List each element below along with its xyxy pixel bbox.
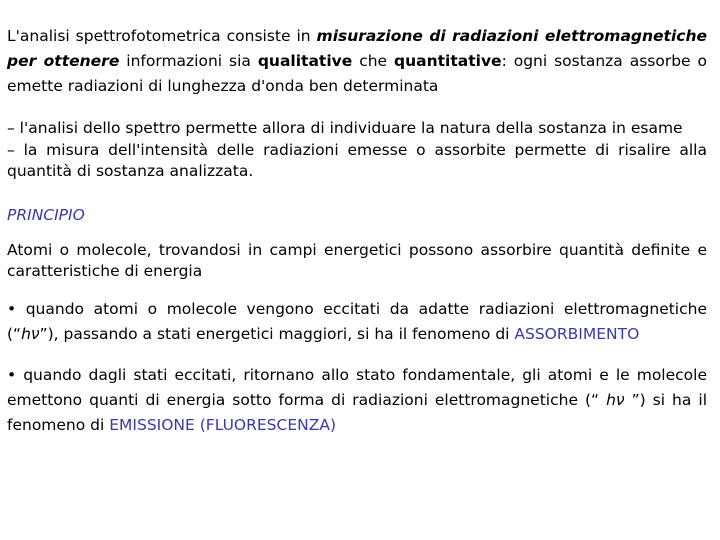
point-nature: – l'analisi dello spettro permette allora di individuare la natura della sostanza in esame: [7, 119, 683, 137]
intro-text-5: che: [352, 52, 395, 70]
intro-emphasis-measurement: misurazione di radiazioni elettromagnetiche per ottenere: [7, 27, 708, 70]
intro-text-3: informazioni sia: [119, 52, 258, 70]
emission-paragraph: [7, 363, 707, 438]
absorption-paragraph: [7, 297, 707, 347]
intro-emphasis-qualitative: qualitative: [257, 52, 353, 70]
intro-emphasis-quantitative: quantitative: [394, 52, 502, 70]
emission-term: EMISSIONE (FLUORESCENZA): [109, 415, 337, 434]
document-body: [7, 24, 707, 438]
absorption-text-3: ”), passando a stati energetici maggiori, si ha il fenomeno di: [39, 324, 515, 343]
intro-text-1: L'analisi spettrofotometrica consiste in: [7, 27, 317, 45]
emission-text-1: • quando dagli stati eccitati, ritornano allo stato fondamentale, gli atomi e le molecole emettono quanti di energia sotto forma di radiazioni elettromagnetiche (“: [7, 365, 707, 409]
absorption-text-1: • quando atomi o molecole vengono eccitati da adatte radiazioni elettromagnetiche (“: [7, 299, 707, 343]
emission-hv-symbol: hν: [606, 390, 625, 409]
emission-text-3: ”) si ha il fenomeno di: [7, 390, 708, 434]
points-block: [7, 118, 707, 183]
intro-text-7: : ogni sostanza assorbe o emette radiazioni di lunghezza d'onda ben determinata: [7, 52, 707, 95]
principle-heading: PRINCIPIO: [7, 205, 85, 224]
absorption-term: ASSORBIMENTO: [514, 324, 640, 343]
intro-paragraph: [7, 24, 707, 99]
principle-paragraph: Atomi o molecole, trovandosi in campi energetici possono assorbire quantità definite e caratteristiche di energia: [7, 240, 707, 280]
point-quantity: – la misura dell'intensità delle radiazioni emesse o assorbite permette di risalire alla quantità di sostanza analizzata.: [7, 140, 707, 180]
absorption-hv-symbol: hν: [21, 324, 40, 343]
